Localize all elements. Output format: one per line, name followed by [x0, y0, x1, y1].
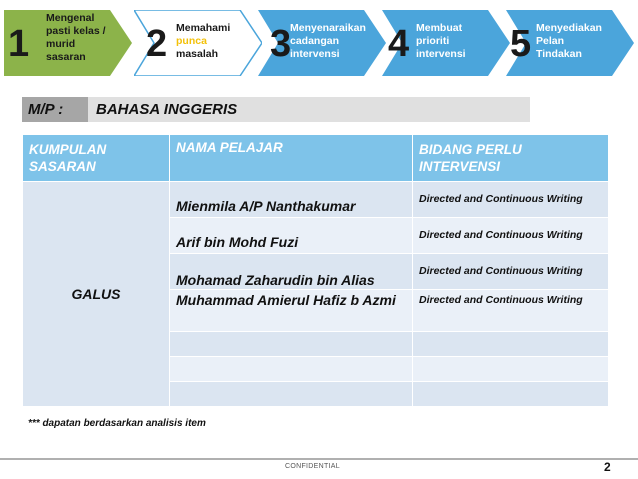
subject-key: M/P : — [28, 101, 64, 118]
step-2[interactable] — [134, 10, 262, 76]
header-group: KUMPULAN SASARAN — [23, 135, 170, 182]
student-name — [170, 357, 413, 382]
step-3-number: 3 — [270, 23, 292, 65]
subject-value: BAHASA INGGERIS — [96, 101, 238, 118]
table-row — [23, 182, 609, 218]
step-3-label: Menyenaraikan cadangan intervensi — [290, 22, 366, 60]
step-4-number: 4 — [388, 23, 410, 65]
student-name — [170, 332, 413, 357]
intervention-area: Directed and Continuous Writing — [413, 290, 609, 332]
step-5-label: Menyediakan Pelan Tindakan — [536, 22, 602, 60]
student-name: Mohamad Zaharudin bin Alias — [170, 254, 413, 290]
intervention-area: Directed and Continuous Writing — [413, 218, 609, 254]
step-5-number: 5 — [510, 23, 532, 65]
step-3[interactable] — [258, 10, 386, 76]
step-1-number: 1 — [8, 23, 30, 65]
confidential-label: CONFIDENTIAL — [285, 463, 340, 470]
step-1[interactable] — [4, 10, 132, 76]
subject-value-cell — [88, 97, 530, 122]
student-name: Mienmila A/P Nanthakumar — [170, 182, 413, 218]
subject-bar — [22, 97, 530, 122]
header-area: BIDANG PERLU INTERVENSI — [413, 135, 609, 182]
step-2-number: 2 — [146, 23, 168, 65]
step-4[interactable] — [382, 10, 510, 76]
student-name: Muhammad Amierul Hafiz b Azmi — [170, 290, 413, 332]
intervention-area — [413, 382, 609, 407]
student-table — [22, 134, 609, 407]
step-4-label: Membuat prioriti intervensi — [416, 22, 466, 60]
student-name: Arif bin Mohd Fuzi — [170, 218, 413, 254]
page-number: 2 — [604, 460, 611, 474]
step-2-label: Memahami punca masalah — [176, 22, 231, 60]
footnote: *** dapatan berdasarkan analisis item — [28, 418, 206, 429]
subject-key-cell — [22, 97, 88, 122]
intervention-area: Directed and Continuous Writing — [413, 254, 609, 290]
step-1-label: Mengenal pasti kelas / murid sasaran — [46, 12, 106, 63]
table-header-row — [23, 135, 609, 182]
student-name — [170, 382, 413, 407]
intervention-area — [413, 332, 609, 357]
process-steps — [0, 0, 638, 80]
intervention-area — [413, 357, 609, 382]
group-cell: GALUS — [23, 182, 170, 407]
step-5[interactable] — [506, 10, 634, 76]
footer-divider — [0, 458, 638, 460]
intervention-area: Directed and Continuous Writing — [413, 182, 609, 218]
header-name: NAMA PELAJAR — [170, 135, 413, 182]
